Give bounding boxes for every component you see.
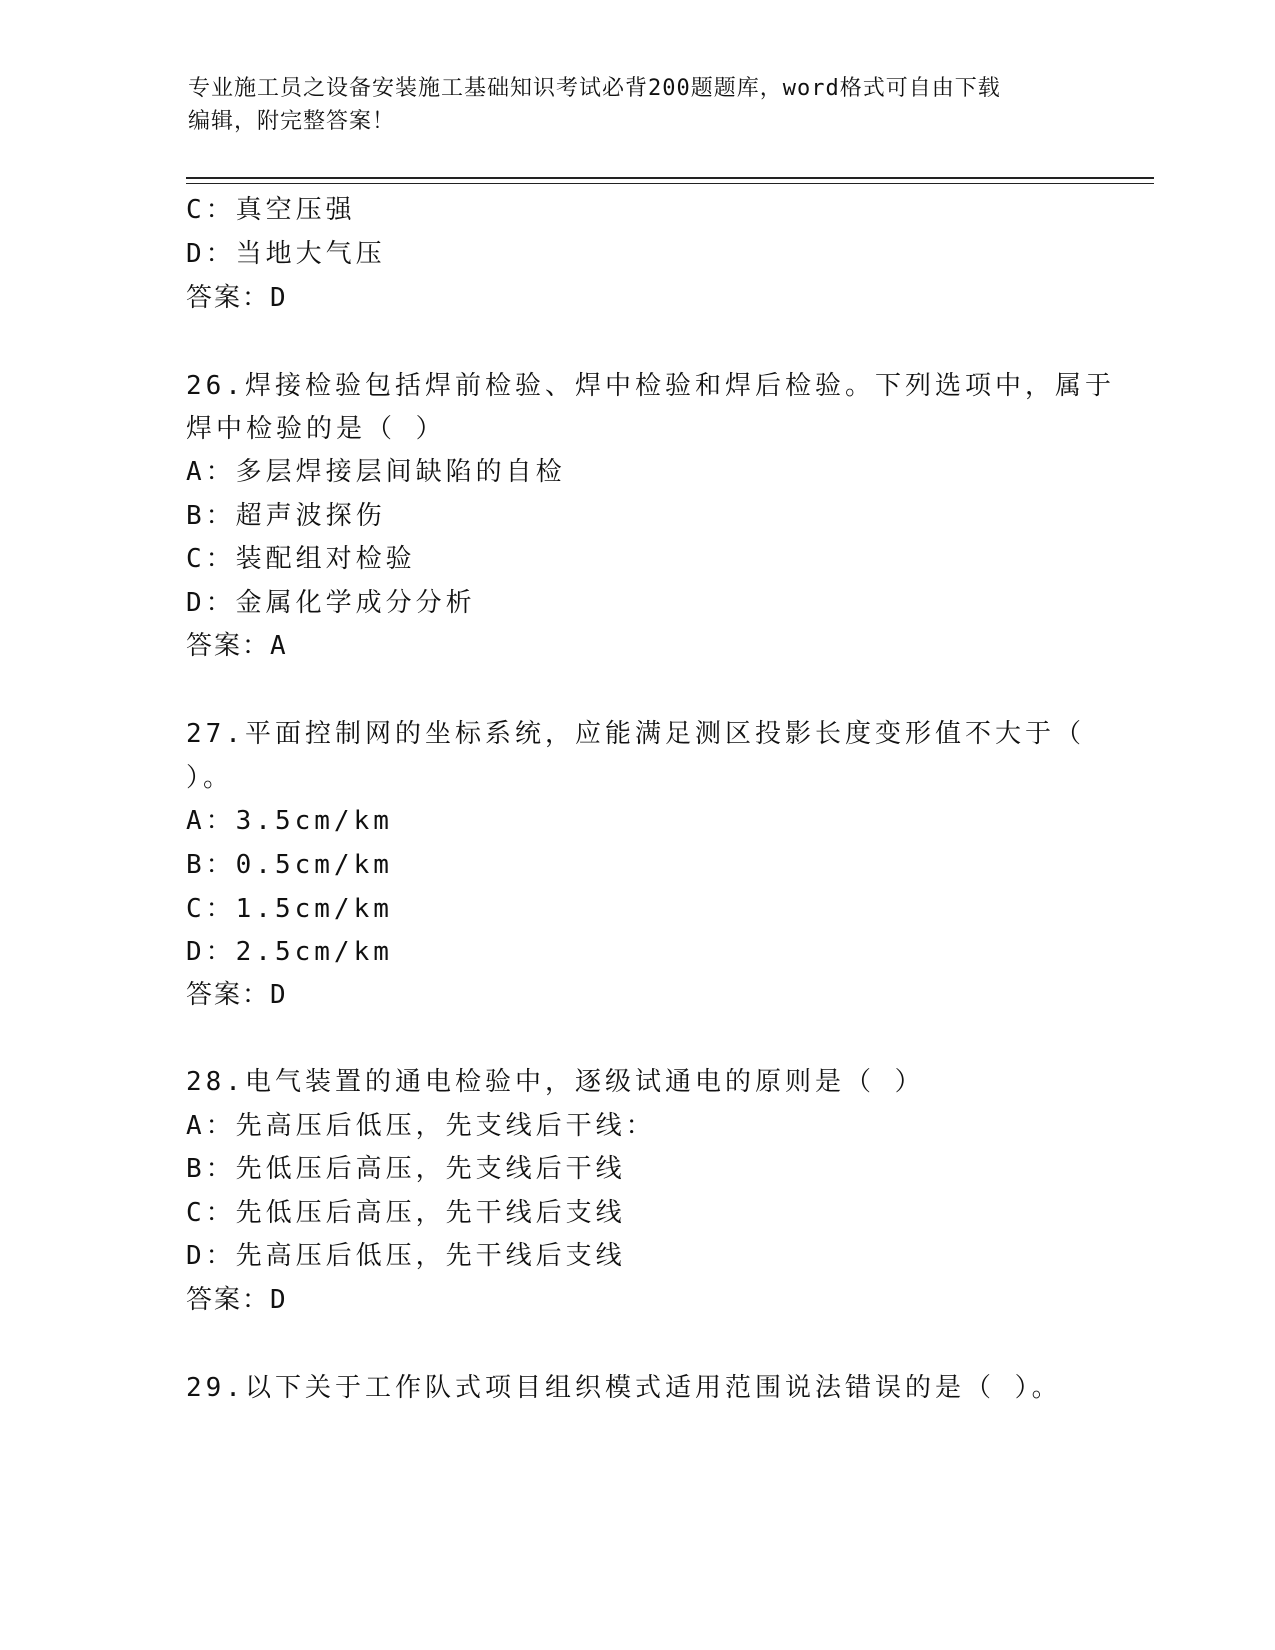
header-title-line-1: 专业施工员之设备安装施工基础知识考试必背200题题库，word格式可自由下载	[188, 76, 1001, 101]
q28-answer: 答案：D	[186, 1285, 288, 1315]
q28-option-c: C：先低压后高压，先干线后支线	[186, 1198, 626, 1228]
q26-answer: 答案：A	[186, 631, 288, 661]
q26-option-a: A：多层焊接层间缺陷的自检	[186, 457, 566, 487]
header-title-line-2: 编辑，附完整答案！	[188, 109, 396, 134]
q26-stem-line-1: 26.焊接检验包括焊前检验、焊中检验和焊后检验。下列选项中，属于	[186, 371, 1115, 401]
header-divider-thin	[186, 183, 1154, 184]
q28-option-a: A：先高压后低压，先支线后干线：	[186, 1111, 656, 1141]
page-header	[188, 72, 1088, 138]
q27-stem-line-2: ）。	[186, 763, 234, 793]
q27-option-a: A：3.5cm/km	[186, 806, 393, 836]
q27-option-b: B：0.5cm/km	[186, 850, 393, 880]
q26-option-c: C：装配组对检验	[186, 544, 416, 574]
q28-stem-line-1: 28.电气装置的通电检验中，逐级试通电的原则是（ ）	[186, 1067, 925, 1097]
q26-option-d: D：金属化学成分分析	[186, 588, 476, 618]
q27-option-d: D：2.5cm/km	[186, 937, 393, 967]
header-divider-thick	[186, 177, 1154, 179]
q27-answer: 答案：D	[186, 980, 288, 1010]
q28-option-d: D：先高压后低压，先干线后支线	[186, 1241, 626, 1271]
q25-option-d: D：当地大气压	[186, 239, 386, 269]
q29-stem-line-1: 29.以下关于工作队式项目组织模式适用范围说法错误的是（ ）。	[186, 1373, 1062, 1403]
q27-option-c: C：1.5cm/km	[186, 894, 393, 924]
q27-stem-line-1: 27.平面控制网的坐标系统，应能满足测区投影长度变形值不大于（	[186, 719, 1085, 749]
q26-stem-line-2: 焊中检验的是（ ）	[186, 414, 446, 444]
q25-answer: 答案：D	[186, 283, 288, 313]
q25-option-c: C：真空压强	[186, 195, 356, 225]
q26-option-b: B：超声波探伤	[186, 501, 386, 531]
q28-option-b: B：先低压后高压，先支线后干线	[186, 1154, 626, 1184]
